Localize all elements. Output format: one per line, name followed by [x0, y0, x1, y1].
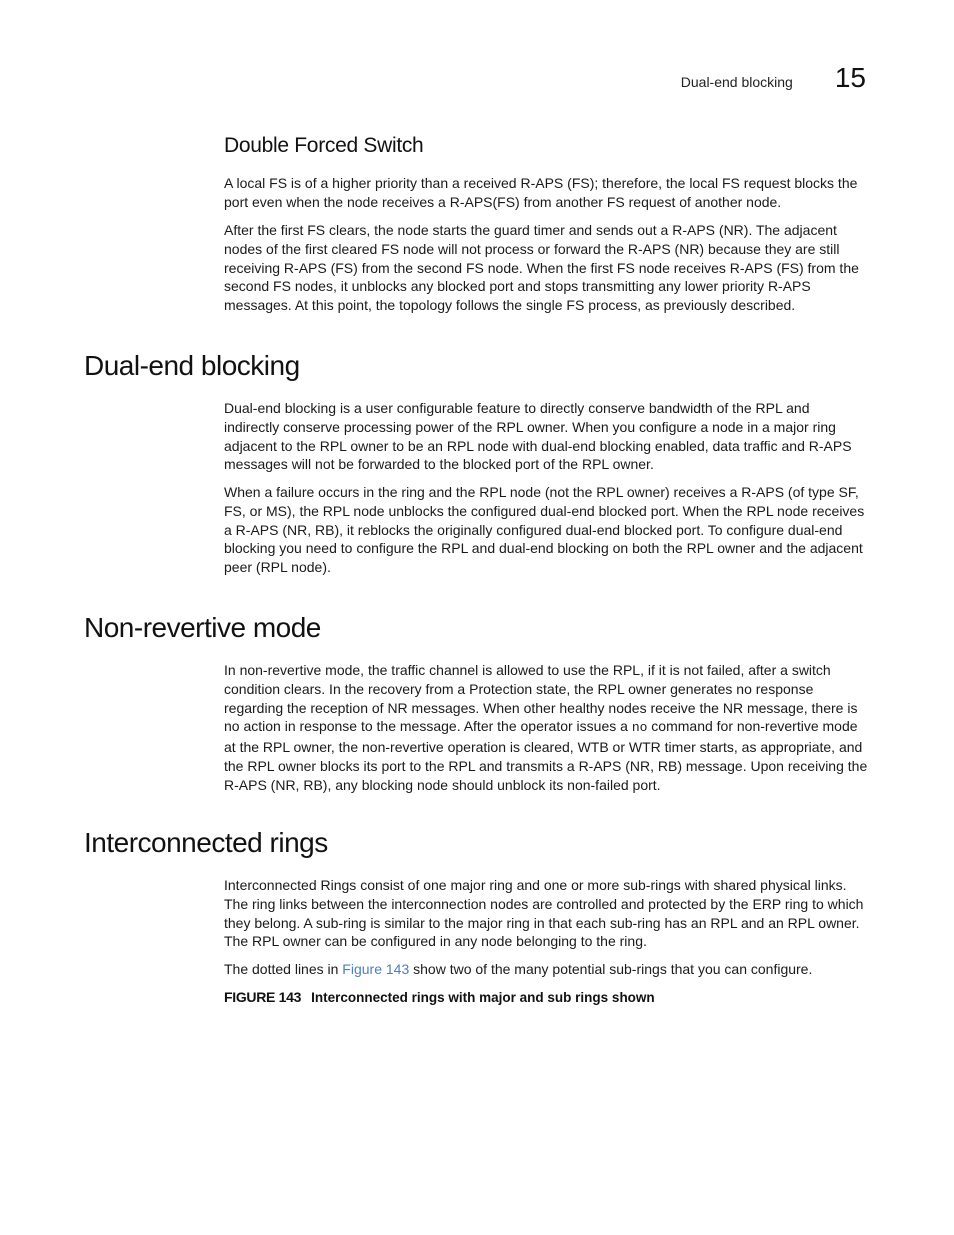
chapter-number: 15	[834, 62, 866, 93]
paragraph	[224, 960, 868, 979]
section-heading-interconnected-rings: Interconnected rings	[84, 827, 328, 858]
running-head-title: Dual-end blocking	[680, 74, 793, 90]
section-heading-non-revertive-mode: Non-revertive mode	[84, 612, 321, 643]
paragraph	[224, 661, 868, 795]
subsection-heading-double-forced-switch: Double Forced Switch	[224, 134, 424, 157]
paragraph: When a failure occurs in the ring and the RPL node (not the RPL owner) receives a R-APS (of type SF, FS, or MS), the RPL node unblocks the configured dual-end blocked port. When the RPL node receives a R-APS (NR, RB), it reblocks the originally configured dual-end blocked port. To configure dual-end blocking you need to configure the RPL and dual-end blocking on both the RPL owner and the adjacent peer (RPL node).	[224, 484, 865, 576]
figure-143-link[interactable]: Figure 143	[342, 961, 410, 977]
figure-label: FIGURE 143	[224, 989, 302, 1005]
paragraph: Dual-end blocking is a user configurable feature to directly conserve bandwidth of the RPL and indirectly conserve processing power of the RPL owner. When you configure a node in a major ring adjacent to the RPL owner to be an RPL node with dual-end blocking enabled, data traffic and R-APS messages will not be forwarded to the blocked port of the RPL owner.	[224, 400, 852, 473]
running-head	[681, 62, 866, 94]
figure-caption-text: Interconnected rings with major and sub rings shown	[311, 990, 655, 1005]
paragraph-text: command for non-revertive mode at the RPL owner, the non-revertive operation is cleared, WTB or WTR timer starts, as appropriate, and the RPL owner blocks its port to the RPL and transmits a R-APS (NR, RB) message. Upon receiving the R-APS (NR, RB), any blocking node should unblock its non-failed port.	[224, 718, 868, 793]
figure-caption	[224, 989, 655, 1005]
paragraph-text: show two of the many potential sub-rings that you can configure.	[409, 961, 813, 977]
command-no: no	[631, 720, 648, 736]
paragraph: Interconnected Rings consist of one major ring and one or more sub-rings with shared physical links. The ring links between the interconnection nodes are controlled and protected by the ERP ring to which they belong. A sub-ring is similar to the major ring in that each sub-ring has an RPL and an RPL owner. The RPL owner can be configured in any node belonging to the ring.	[224, 877, 864, 950]
section-heading-dual-end-blocking: Dual-end blocking	[84, 350, 300, 381]
paragraph: A local FS is of a higher priority than a received R-APS (FS); therefore, the local FS request blocks the port even when the node receives a R-APS(FS) from another FS request of another node.	[224, 175, 858, 210]
paragraph-text: In non-revertive mode, the traffic channel is allowed to use the RPL, if it is not failed, after a switch condition clears. In the recovery from a Protection state, the RPL owner generates no response regarding the reception of NR messages. When other healthy nodes receive the NR message, there is no action in response to the message. After the operator issues a	[224, 662, 858, 735]
paragraph: After the first FS clears, the node starts the guard timer and sends out a R-APS (NR). The adjacent nodes of the first cleared FS node will not process or forward the R-APS (NR) because they are still receiving R-APS (FS) from the second FS node. When the first FS node receives R-APS (FS) from the second FS nodes, it unblocks any blocked port and stops transmitting any lower priority R-APS messages. At this point, the topology follows the single FS process, as previously described.	[224, 222, 859, 314]
paragraph-text: The dotted lines in	[224, 961, 343, 977]
